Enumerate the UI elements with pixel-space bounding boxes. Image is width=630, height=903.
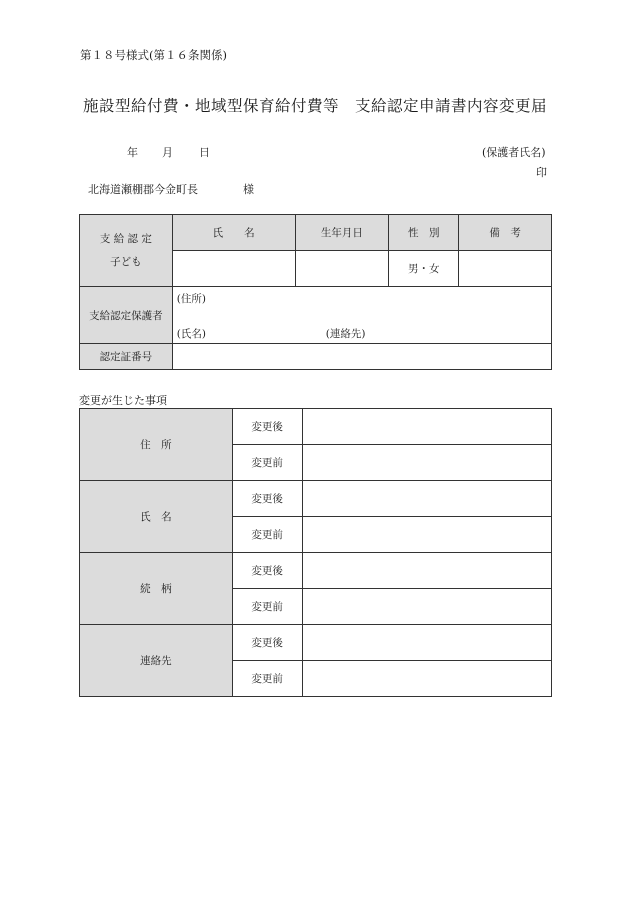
cert-number-label: 認定証番号 [80,344,173,370]
col-name-header: 氏 名 [172,215,295,251]
page-title: 施設型給付費・地域型保育給付費等 支給認定申請書内容変更届 [82,97,547,115]
child-notes-field[interactable] [459,251,552,287]
addressee: 北海道瀬棚郡今金町長 [88,183,198,196]
change-item-name: 氏 名 [80,481,233,553]
name-after-field[interactable] [302,481,551,517]
col-birthdate-header: 生年月日 [295,215,389,251]
change-item-relationship: 続 柄 [80,553,233,625]
relationship-before-field[interactable] [302,589,551,625]
addressee-suffix: 様 [243,183,254,196]
after-label: 変更後 [232,409,302,445]
form-number: 第１８号様式(第１６条関係) [80,48,227,62]
name-before-field[interactable] [302,517,551,553]
contact-before-field[interactable] [302,661,551,697]
child-name-field[interactable] [172,251,295,287]
col-gender-header: 性 別 [389,215,459,251]
date-year-label: 年 [127,146,138,159]
child-birthdate-field[interactable] [295,251,389,287]
changes-table [79,408,552,697]
before-label: 変更前 [232,517,302,553]
child-row-header-text: 支 給 認 定 子ども [99,232,152,268]
guardian-name-label: (氏名) [176,327,206,340]
date-day-label: 日 [199,146,210,159]
guardian-name-label: (保護者氏名) [482,146,546,159]
after-label: 変更後 [232,481,302,517]
change-item-contact: 連絡先 [80,625,233,697]
after-label: 変更後 [232,553,302,589]
seal-label: 印 [536,166,547,179]
cert-number-field[interactable] [172,344,551,370]
relationship-after-field[interactable] [302,553,551,589]
address-after-field[interactable] [302,409,551,445]
before-label: 変更前 [232,445,302,481]
child-row-header [80,215,173,287]
address-before-field[interactable] [302,445,551,481]
child-gender-field[interactable]: 男・女 [389,251,459,287]
col-notes-header: 備 考 [459,215,552,251]
applicant-table [79,214,552,370]
guardian-info-field[interactable] [172,287,551,344]
after-label: 変更後 [232,625,302,661]
before-label: 変更前 [232,589,302,625]
guardian-contact-label: (連絡先) [325,327,366,340]
changes-section-title: 変更が生じた事項 [79,394,167,407]
guardian-address-label: (住所) [176,292,206,305]
guardian-info-layout [173,288,551,343]
change-item-address: 住 所 [80,409,233,481]
guardian-row-header: 支給認定保護者 [80,287,173,344]
contact-after-field[interactable] [302,625,551,661]
date-month-label: 月 [162,146,173,159]
before-label: 変更前 [232,661,302,697]
